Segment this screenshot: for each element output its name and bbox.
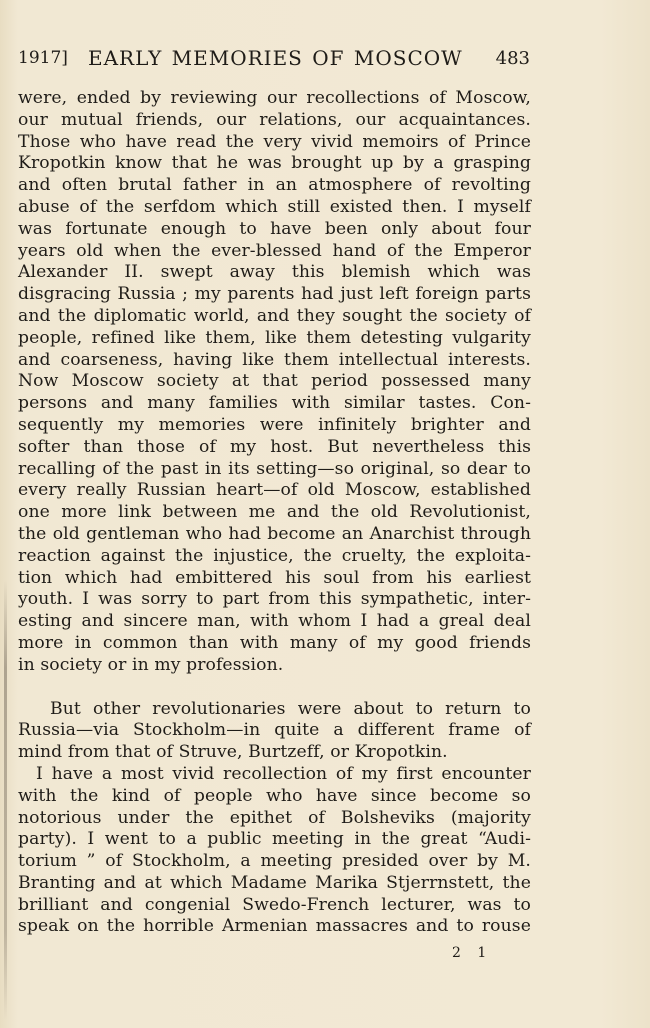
gutter-shadow — [4, 580, 7, 1020]
text-line: esting and sincere man, with whom I had a greal deal — [18, 611, 531, 632]
text-line: people, refined like them, like them detesting vulgarity — [18, 327, 531, 348]
text-line: were, ended by reviewing our recollections of Moscow, — [18, 88, 531, 108]
text-line: one more link between me and the old Revolutionist, — [18, 502, 531, 523]
text-line: Those who have read the very vivid memoirs of Prince — [18, 131, 531, 152]
text-line: and often brutal father in an atmosphere of revolting — [18, 175, 531, 196]
text-line: our mutual friends, our relations, our acquaintances. — [18, 109, 531, 130]
text-line: mind from that of Struve, Burtzeff, or Kropotkin. — [18, 742, 448, 763]
text-line: But other revolutionaries were about to return to — [50, 698, 531, 719]
text-line: reaction against the injustice, the cruelty, the exploita- — [18, 545, 531, 566]
text-line: and coarseness, having like them intellectual interests. — [18, 349, 531, 370]
text-line: and the diplomatic world, and they sought the society of — [18, 305, 531, 326]
text-line: I have a most vivid recollection of my first encounter — [36, 763, 531, 784]
text-line: recalling of the past in its setting—so original, so dear to — [18, 458, 531, 479]
body-text — [18, 88, 531, 938]
text-line: every really Russian heart—of old Moscow, established — [18, 480, 531, 501]
text-line: the old gentleman who had become an Anarchist through — [18, 523, 531, 544]
text-line: Russia—via Stockholm—in quite a different frame of — [18, 720, 531, 741]
text-line: persons and many families with similar tastes. Con- — [18, 393, 531, 414]
text-line: notorious under the epithet of Bolsheviks (majority — [18, 807, 531, 828]
text-line: abuse of the serfdom which still existed then. I myself — [18, 196, 531, 217]
text-line: brilliant and congenial Swedo-French lecturer, was to — [18, 894, 531, 915]
text-line: with the kind of people who have since become so — [18, 785, 531, 806]
text-line: party). I went to a public meeting in the great “Audi- — [18, 829, 531, 850]
text-line: disgracing Russia ; my parents had just left foreign parts — [18, 284, 531, 305]
text-line: Branting and at which Madame Marika Stjerrnstett, the — [18, 872, 531, 893]
paragraph-gap — [18, 677, 531, 699]
header-year: 1917] — [18, 48, 68, 68]
text-line: was fortunate enough to have been only about four — [18, 218, 531, 239]
text-line: Alexander II. swept away this blemish which was — [18, 262, 531, 283]
text-line: in society or in my profession. — [18, 654, 284, 675]
running-header — [18, 46, 530, 76]
text-line: torium ” of Stockholm, a meeting presided over by M. — [18, 851, 531, 872]
text-line: sequently my memories were infinitely brighter and — [18, 414, 531, 435]
text-line: years old when the ever-blessed hand of the Emperor — [18, 240, 531, 261]
text-line: softer than those of my host. But nevertheless this — [18, 436, 531, 457]
text-line: speak on the horrible Armenian massacres and to rouse — [18, 916, 531, 937]
text-line: Now Moscow society at that period possessed many — [18, 371, 531, 392]
text-line: more in common than with many of my good friends — [18, 632, 531, 653]
header-title: EARLY MEMORIES OF MOSCOW — [88, 46, 463, 70]
text-line: youth. I was sorry to part from this sympathetic, inter- — [18, 589, 531, 610]
text-line: tion which had embittered his soul from his earliest — [18, 567, 531, 588]
signature-mark: 2 1 — [452, 945, 493, 961]
text-line: Kropotkin know that he was brought up by a grasping — [18, 153, 531, 174]
page-number: 483 — [495, 48, 530, 69]
